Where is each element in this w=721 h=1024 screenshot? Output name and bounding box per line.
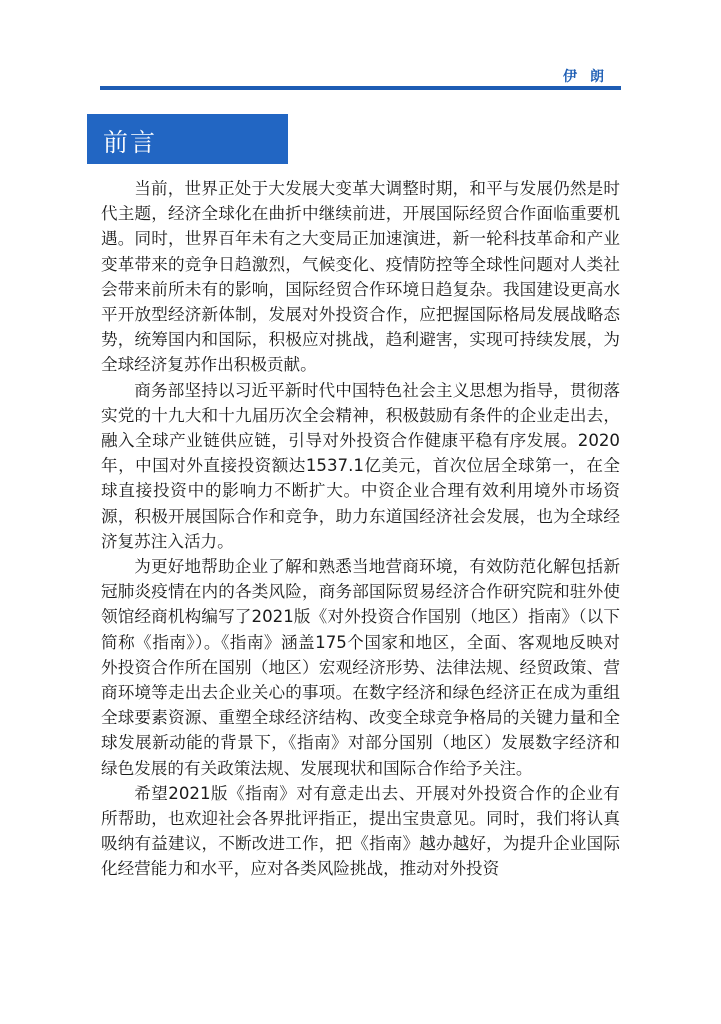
- header-rule: [100, 86, 621, 90]
- paragraph: 当前，世界正处于大发展大变革大调整时期，和平与发展仍然是时代主题，经济全球化在曲折中继续前进，开展国际经贸合作面临重要机遇。同时，世界百年未有之大变局正加速演进，新一轮科技革命和产业变革带来的竞争日趋激烈，气候变化、疫情防控等全球性问题对人类社会带来前所未有的影响，国际经贸合作环境日趋复杂。我国建设更高水平开放型经济新体制，发展对外投资合作，应把握国际格局发展战略态势，统筹国内和国际，积极应对挑战，趋利避害，实现可持续发展，为全球经济复苏作出积极贡献。: [101, 179, 620, 375]
- paragraph: 希望2021版《指南》对有意走出去、开展对外投资合作的企业有所帮助，也欢迎社会各界批评指正，提出宝贵意见。同时，我们将认真吸纳有益建议，不断改进工作，把《指南》越办越好，为提升企业国际化经营能力和水平，应对各类风险挑战，推动对外投资: [101, 783, 620, 879]
- paragraph: 为更好地帮助企业了解和熟悉当地营商环境，有效防范化解包括新冠肺炎疫情在内的各类风险，商务部国际贸易经济合作研究院和驻外使领馆经商机构编写了2021版《对外投资合作国别（地区）指南》（以下简称《指南》）。《指南》涵盖175个国家和地区，全面、客观地反映对外投资合作所在国别（地区）宏观经济形势、法律法规、经贸政策、营商环境等走出去企业关心的事项。在数字经济和绿色经济正在成为重组全球要素资源、重塑全球经济结构、改变全球竞争格局的关键力量和全球发展新动能的背景下，《指南》对部分国别（地区）发展数字经济和绿色发展的有关政策法规、发展现状和国际合作给予关注。: [101, 557, 620, 778]
- body-text: [101, 176, 620, 882]
- running-header-country: 伊朗: [563, 69, 617, 85]
- section-title-banner: [87, 114, 288, 164]
- paragraph: 商务部坚持以习近平新时代中国特色社会主义思想为指导，贯彻落实党的十九大和十九届历次全会精神，积极鼓励有条件的企业走出去，融入全球产业链供应链，引导对外投资合作健康平稳有序发展。2020年，中国对外直接投资额达1537.1亿美元，首次位居全球第一，在全球直接投资中的影响力不断扩大。中资企业合理有效利用境外市场资源，积极开展国际合作和竞争，助力东道国经济社会发展，也为全球经济复苏注入活力。: [101, 380, 620, 551]
- section-title: 前言: [103, 128, 158, 157]
